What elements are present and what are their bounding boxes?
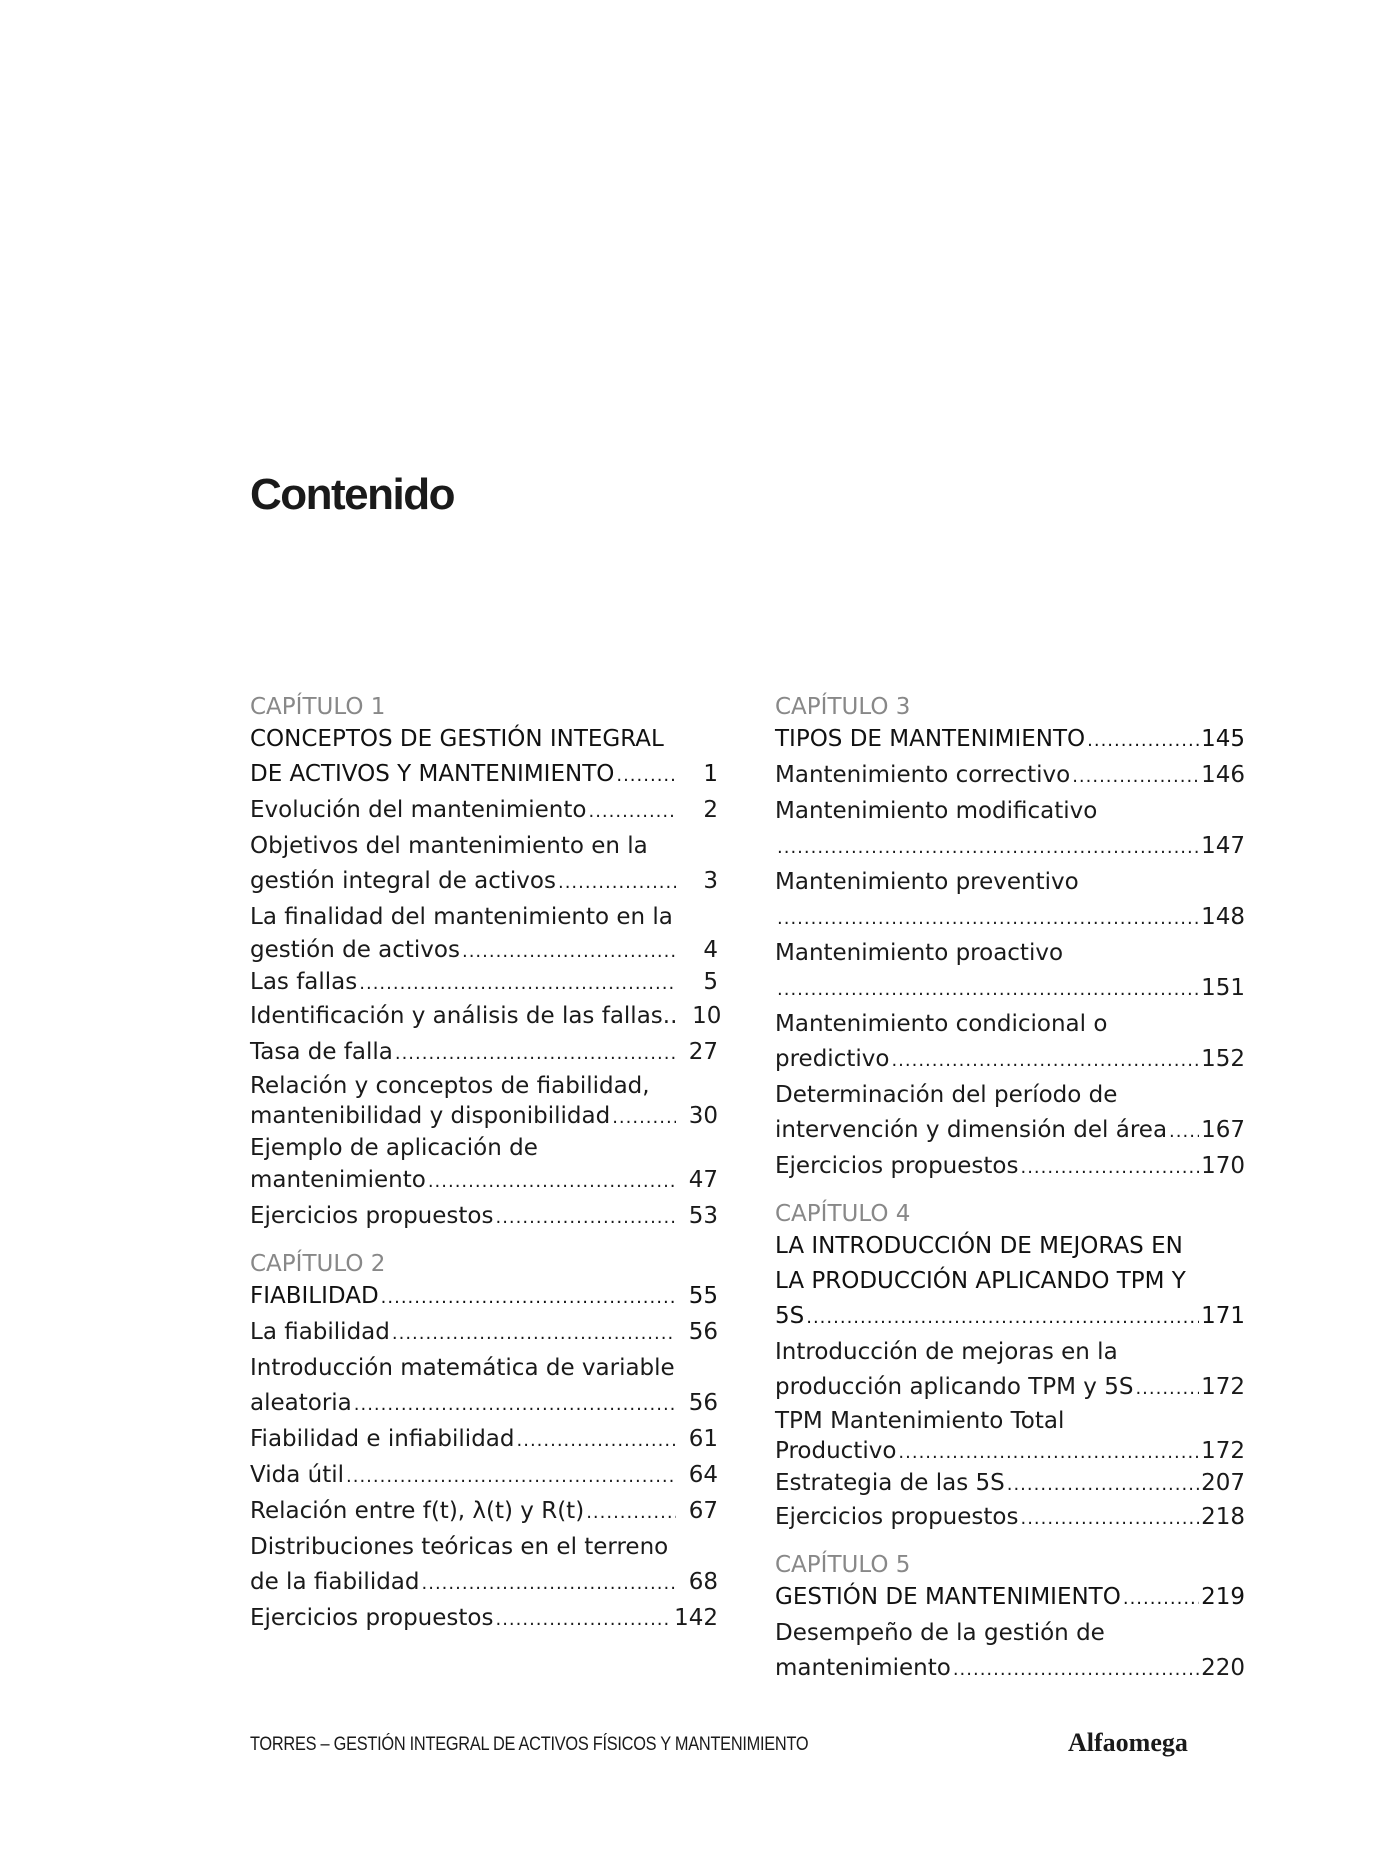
dot-leader [1072,759,1199,794]
dot-leader [612,1103,676,1133]
entry-page: 64 [688,1462,718,1488]
entry-page: 56 [688,1390,718,1416]
toc-entry[interactable] [250,1315,718,1351]
toc-entry[interactable] [250,935,718,967]
dot-leader [422,1566,676,1601]
chapter-2-title-entry[interactable] [250,1279,718,1315]
dot-leader [898,1438,1199,1468]
toc-entry[interactable] [775,1113,1245,1149]
entry-page: 53 [688,1203,718,1229]
entry-page: 219 [1201,1584,1245,1610]
toc-entry[interactable] [250,1101,718,1133]
toc-entry[interactable] [775,1468,1245,1500]
entry-title: Productivo [775,1438,897,1464]
dot-leader [354,1387,676,1422]
entry-title: Ejercicios propuestos [775,1504,1019,1530]
entry-page: 68 [688,1569,718,1595]
dot-leader [806,1300,1199,1335]
entry-title: GESTIÓN DE MANTENIMIENTO [775,1584,1121,1610]
toc-entry[interactable] [775,1370,1245,1406]
entry-title-line: Mantenimiento condicional o [775,1011,1108,1037]
entry-page: 170 [1201,1153,1245,1179]
dot-leader [428,1164,676,1199]
entry-title: intervención y dimensión del área [775,1117,1168,1143]
toc-entry[interactable] [250,967,718,999]
entry-page: 151 [1201,975,1245,1001]
entry-page: 220 [1201,1655,1245,1681]
toc-right-column [775,692,1245,1687]
entry-title: mantenimiento [250,1167,426,1193]
entry-title-line: Introducción de mejoras en la [775,1339,1118,1365]
entry-title: gestión integral de activos [250,868,556,894]
entry-title: Relación entre f(t), λ(t) y R(t) [250,1498,585,1524]
toc-entry[interactable] [250,793,718,829]
chapter-4-title-line: LA INTRODUCCIÓN DE MEJORAS EN [775,1233,1183,1259]
dot-leader [953,1652,1199,1687]
toc-entry[interactable] [250,1163,718,1199]
dot-leader [381,1280,676,1315]
entry-title-line: Mantenimiento modificativo [775,798,1098,824]
entry-page: 1 [703,761,718,787]
entry-title: Evolución del mantenimiento [250,797,587,823]
entry-page: 67 [688,1498,718,1524]
dot-leader [1020,1150,1199,1185]
toc-entry[interactable] [775,971,1245,1007]
dot-leader [616,758,676,793]
entry-page: 172 [1201,1374,1245,1400]
entry-title: FIABILIDAD [250,1283,379,1309]
entry-page: 2 [703,797,718,823]
dot-leader [359,969,676,999]
entry-page: 3 [703,868,718,894]
entry-title: mantenimiento [775,1655,951,1681]
toc-entry[interactable] [775,1500,1245,1536]
toc-entry[interactable] [250,1035,718,1071]
entry-title: Ejercicios propuestos [250,1203,494,1229]
entry-title: Identificación y análisis de las fallas.. [250,1003,678,1029]
dot-leader [558,865,676,900]
dot-leader [1007,1470,1199,1500]
entry-title: La fiabilidad [250,1319,390,1345]
toc-entry[interactable] [250,999,722,1035]
entry-page: 171 [1201,1303,1245,1329]
entry-page: 172 [1201,1438,1245,1464]
dot-leader [1087,723,1199,758]
toc-entry[interactable] [775,1436,1245,1468]
toc-entry[interactable] [250,864,718,900]
chapter-4-title-entry[interactable] [775,1299,1245,1335]
entry-title: gestión de activos [250,937,460,963]
entry-title: mantenibilidad y disponibilidad [250,1103,611,1129]
entry-title: Las fallas [250,969,358,995]
entry-page: 30 [688,1103,718,1129]
entry-page: 55 [688,1283,718,1309]
entry-page: 4 [703,937,718,963]
entry-title: Fiabilidad e infiabilidad [250,1426,515,1452]
entry-page: 10 [692,1003,722,1029]
entry-page: 148 [1201,904,1245,930]
entry-title: producción aplicando TPM y 5S [775,1374,1134,1400]
toc-entry[interactable] [250,1199,718,1235]
toc-entry[interactable] [775,1651,1245,1687]
chapter-1-title-line: CONCEPTOS DE GESTIÓN INTEGRAL [250,726,664,752]
entry-page: 56 [688,1319,718,1345]
dot-leader [346,1459,676,1494]
entry-title-line: Objetivos del mantenimiento en la [250,833,648,859]
footer-book-title: TORRES – GESTIÓN INTEGRAL DE ACTIVOS FÍSICOS Y MANTENIMIENTO [250,1734,809,1755]
entry-title: de la fiabilidad [250,1569,420,1595]
dot-leader [777,901,1199,936]
dot-leader [517,1423,677,1458]
entry-page: 218 [1201,1504,1245,1530]
dot-leader [586,1495,676,1530]
dot-leader [891,1043,1199,1078]
entry-title-line: Introducción matemática de variable [250,1355,675,1381]
toc-entry[interactable] [250,1601,718,1637]
entry-title: 5S [775,1303,805,1329]
entry-page: 152 [1201,1046,1245,1072]
publisher-logo: Alfaomega [1068,1728,1188,1757]
dot-leader [495,1602,672,1637]
dot-leader [1169,1114,1199,1149]
toc-entry[interactable] [775,1149,1245,1185]
entry-title-line: Desempeño de la gestión de [775,1620,1105,1646]
chapter-3-label: CAPÍTULO 3 [775,694,911,720]
entry-page: 47 [688,1167,718,1193]
entry-page: 61 [688,1426,718,1452]
toc-entry[interactable] [775,1042,1245,1078]
entry-page: 147 [1201,833,1245,859]
dot-leader [1135,1371,1199,1406]
entry-title: Estrategia de las 5S [775,1470,1005,1496]
chapter-3-title-entry[interactable] [775,722,1245,758]
toc-entry[interactable] [775,829,1245,865]
dot-leader [1020,1501,1199,1536]
entry-title: predictivo [775,1046,890,1072]
dot-leader [777,972,1199,1007]
entry-page: 142 [674,1605,718,1631]
dot-leader [777,830,1199,865]
entry-title-line: Distribuciones teóricas en el terreno [250,1534,669,1560]
entry-title: Mantenimiento correctivo [775,762,1071,788]
entry-title: Ejercicios propuestos [775,1153,1019,1179]
dot-leader [495,1200,676,1235]
chapter-4-title-line: LA PRODUCCIÓN APLICANDO TPM Y [775,1268,1186,1294]
entry-title: TIPOS DE MANTENIMIENTO [775,726,1086,752]
entry-title-line: La finalidad del mantenimiento en la [250,904,673,930]
chapter-5-label: CAPÍTULO 5 [775,1552,911,1578]
entry-page: 27 [688,1039,718,1065]
entry-page: 5 [703,969,718,995]
entry-title: DE ACTIVOS Y MANTENIMIENTO [250,761,615,787]
chapter-5-title-entry[interactable] [775,1580,1245,1616]
entry-title: Tasa de falla [250,1039,393,1065]
entry-title: aleatoria [250,1390,352,1416]
toc-entry[interactable] [775,758,1245,794]
toc-left-column [250,692,722,1637]
chapter-4-label: CAPÍTULO 4 [775,1201,911,1227]
entry-title-line: Relación y conceptos de fiabilidad, [250,1073,650,1099]
entry-page: 207 [1201,1470,1245,1496]
toc-entry[interactable] [250,1494,718,1530]
dot-leader [1123,1581,1199,1616]
entry-title-line: TPM Mantenimiento Total [775,1408,1065,1434]
toc-entry[interactable] [775,900,1245,936]
chapter-2-label: CAPÍTULO 2 [250,1251,386,1277]
entry-title-line: Mantenimiento proactivo [775,940,1064,966]
entry-page: 167 [1201,1117,1245,1143]
chapter-1-label: CAPÍTULO 1 [250,694,386,720]
toc-entry[interactable] [250,1565,718,1601]
toc-entry[interactable] [250,1386,718,1422]
dot-leader [392,1316,676,1351]
dot-leader [588,794,676,829]
entry-title-line: Ejemplo de aplicación de [250,1135,538,1161]
dot-leader [462,937,676,967]
entry-page: 145 [1201,726,1245,752]
page-title: Contenido [250,470,455,519]
entry-title-line: Mantenimiento preventivo [775,869,1079,895]
dot-leader [395,1036,676,1071]
chapter-1-title-entry[interactable] [250,757,718,793]
entry-page: 146 [1201,762,1245,788]
toc-entry[interactable] [250,1458,718,1494]
entry-title: Ejercicios propuestos [250,1605,494,1631]
toc-entry[interactable] [250,1422,718,1458]
entry-title: Vida útil [250,1462,344,1488]
entry-title-line: Determinación del período de [775,1082,1118,1108]
